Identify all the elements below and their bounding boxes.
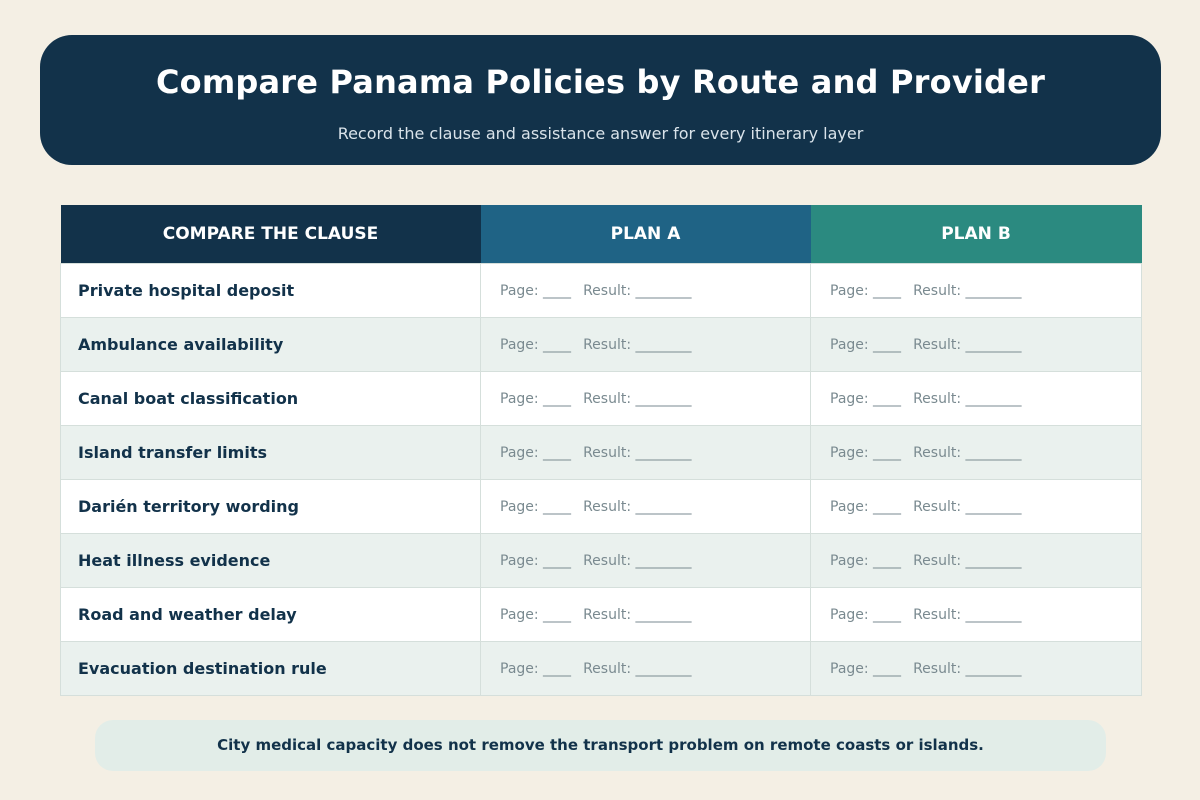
- result-field[interactable]: Result: ________: [583, 282, 692, 299]
- comparison-table: [60, 205, 1142, 696]
- clause-label: Darién territory wording: [61, 480, 481, 534]
- plan-b-answer-cell[interactable]: [811, 426, 1142, 480]
- comparison-table-container: [60, 205, 1141, 696]
- plan-b-answer-cell[interactable]: [811, 318, 1142, 372]
- plan-a-answer-cell[interactable]: [481, 480, 811, 534]
- result-field[interactable]: Result: ________: [583, 444, 692, 461]
- result-field[interactable]: Result: ________: [583, 498, 692, 515]
- result-field[interactable]: Result: ________: [913, 660, 1022, 677]
- plan-b-answer-cell[interactable]: [811, 588, 1142, 642]
- clause-label: Private hospital deposit: [61, 264, 481, 318]
- table-row: [61, 480, 1142, 534]
- clause-label: Heat illness evidence: [61, 534, 481, 588]
- result-field[interactable]: Result: ________: [913, 390, 1022, 407]
- result-field[interactable]: Result: ________: [913, 336, 1022, 353]
- page-field[interactable]: Page: ____: [500, 336, 572, 353]
- table-row: [61, 642, 1142, 696]
- table-body: [61, 264, 1142, 696]
- plan-b-answer-cell[interactable]: [811, 372, 1142, 426]
- page-field[interactable]: Page: ____: [500, 282, 572, 299]
- clause-label: Evacuation destination rule: [61, 642, 481, 696]
- page-field[interactable]: Page: ____: [500, 606, 572, 623]
- plan-a-answer-cell[interactable]: [481, 318, 811, 372]
- page-field[interactable]: Page: ____: [830, 606, 902, 623]
- page-field[interactable]: Page: ____: [830, 552, 902, 569]
- plan-b-answer-cell[interactable]: [811, 480, 1142, 534]
- result-field[interactable]: Result: ________: [913, 606, 1022, 623]
- table-row: [61, 588, 1142, 642]
- result-field[interactable]: Result: ________: [913, 444, 1022, 461]
- column-header-plan-a: PLAN A: [481, 205, 811, 264]
- plan-a-answer-cell[interactable]: [481, 534, 811, 588]
- page-field[interactable]: Page: ____: [500, 390, 572, 407]
- page-title: Compare Panama Policies by Route and Provider: [155, 63, 1046, 101]
- column-header-plan-b: PLAN B: [811, 205, 1142, 264]
- table-header-row: [61, 205, 1142, 264]
- page-field[interactable]: Page: ____: [500, 444, 572, 461]
- result-field[interactable]: Result: ________: [913, 282, 1022, 299]
- plan-b-answer-cell[interactable]: [811, 642, 1142, 696]
- plan-a-answer-cell[interactable]: [481, 426, 811, 480]
- clause-label: Road and weather delay: [61, 588, 481, 642]
- result-field[interactable]: Result: ________: [913, 498, 1022, 515]
- page-field[interactable]: Page: ____: [830, 498, 902, 515]
- column-header-clause: COMPARE THE CLAUSE: [61, 205, 481, 264]
- table-row: [61, 318, 1142, 372]
- page-field[interactable]: Page: ____: [830, 282, 902, 299]
- clause-label: Canal boat classification: [61, 372, 481, 426]
- page-field[interactable]: Page: ____: [500, 552, 572, 569]
- result-field[interactable]: Result: ________: [583, 606, 692, 623]
- plan-a-answer-cell[interactable]: [481, 372, 811, 426]
- page-field[interactable]: Page: ____: [500, 498, 572, 515]
- page-field[interactable]: Page: ____: [830, 660, 902, 677]
- result-field[interactable]: Result: ________: [583, 552, 692, 569]
- result-field[interactable]: Result: ________: [913, 552, 1022, 569]
- page-field[interactable]: Page: ____: [830, 390, 902, 407]
- plan-b-answer-cell[interactable]: [811, 264, 1142, 318]
- page-subtitle: Record the clause and assistance answer for every itinerary layer: [337, 124, 864, 143]
- table-row: [61, 534, 1142, 588]
- page-header: [40, 35, 1161, 165]
- clause-label: Island transfer limits: [61, 426, 481, 480]
- footer-note: City medical capacity does not remove the transport problem on remote coasts or islands.: [95, 720, 1106, 771]
- plan-a-answer-cell[interactable]: [481, 264, 811, 318]
- page-field[interactable]: Page: ____: [500, 660, 572, 677]
- plan-b-answer-cell[interactable]: [811, 534, 1142, 588]
- table-row: [61, 372, 1142, 426]
- clause-label: Ambulance availability: [61, 318, 481, 372]
- result-field[interactable]: Result: ________: [583, 336, 692, 353]
- page-field[interactable]: Page: ____: [830, 444, 902, 461]
- result-field[interactable]: Result: ________: [583, 390, 692, 407]
- page-field[interactable]: Page: ____: [830, 336, 902, 353]
- plan-a-answer-cell[interactable]: [481, 588, 811, 642]
- table-row: [61, 264, 1142, 318]
- plan-a-answer-cell[interactable]: [481, 642, 811, 696]
- table-row: [61, 426, 1142, 480]
- result-field[interactable]: Result: ________: [583, 660, 692, 677]
